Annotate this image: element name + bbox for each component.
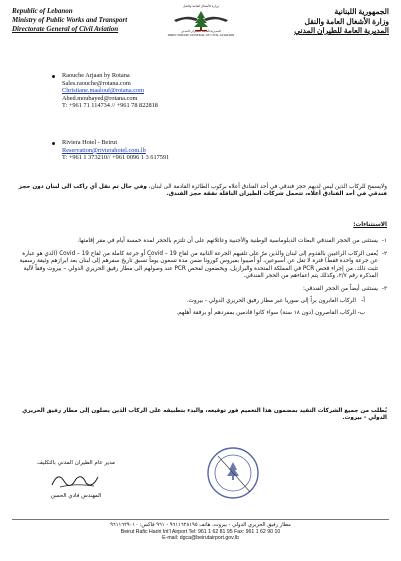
header-en-line2: Ministry of Public Works and Transport xyxy=(12,16,128,24)
header-en-line3: Directorate General of Civil Aviation xyxy=(12,25,119,33)
hotel-line: Sales.raouche@rotana.com xyxy=(62,79,131,87)
hotel-phone: T: +961 71 114734 // +961 78 822818 xyxy=(62,102,158,110)
stamp-seal-icon xyxy=(206,446,260,500)
footer-arabic: مطار رفيق الحريري الدولي - بيروت، هاتف ٩٦١١٦٢٨١٩٥ - ٩٦١ فاكس: ٩٦١١٦٢٩٠١٠ xyxy=(110,522,291,528)
item-text: يُعفى الركاب الراغبين بالقدوم إلى لبنان والذين مرّ على تلقيهم الجرعة الثانية من لقاح Covid – 19 أو جرعة كاملة من لقاح Covid – 19 (الذي هو عبارة عن جرعة واحدة فقط) فترة لا تقل عن أسبوعين، أو أصيبوا بفيروس كورونا ضمن مدة تسعون يوماً تسبق تاريخ سفرهم إلى لبنان بعد ابرازهم وثيقة رسمية تثبت ذلك، من إجراء فحص PCR في المملكة المتحدة والبرازيل، ويخضعون لفحص PCR عند وصولهم الى مطار رفيق الحريري الدولي – بيروت وفقاً لآلية المذكرة رقم ٢/٧، وكذلك يتم اعفاءهم من الحجر الفندقي. xyxy=(19,251,378,279)
exceptions-title: الاستثناءات: xyxy=(353,222,387,228)
hotel-riviera xyxy=(62,139,302,162)
page-footer xyxy=(0,522,401,542)
list-item xyxy=(17,238,387,245)
logo-english: DIRECTORATE GENERAL OF CIVIL AVIATION xyxy=(167,33,235,37)
header-english xyxy=(12,7,162,34)
footer-divider xyxy=(12,519,389,520)
sub-item xyxy=(17,310,365,317)
header-arabic xyxy=(239,7,389,36)
sub-item xyxy=(17,298,365,305)
hotel-line: Abed.moubayed@rotana.com xyxy=(62,94,138,102)
signatory-name: المهندس فادي الحسن xyxy=(50,493,102,499)
footer-email: E-mail: dgca@beirutairport.gov.lb xyxy=(162,535,239,541)
header-ar-line1: الجمهورية اللبنانية xyxy=(334,7,389,16)
header-ar-line3: المديرية العامة للطيران المدني xyxy=(294,26,389,35)
footer-english: Beirut Rafic Hariri Int'l Airport Tel: 961 1 62 81 95 Fax: 961 1 62 90 10 xyxy=(120,528,281,535)
intro-bold: وفي حال تم نقل أي راكب الى لبنان دون حجز فندقي في أحد الفنادق أعلاه، تتحمل شركات الطيران الناقلة نفقة حجز الفندق. xyxy=(18,184,387,198)
sub-item-letter: أ- xyxy=(361,298,365,305)
logo-arabic-bottom: المديرية العامة للطيران المدني xyxy=(180,29,222,33)
logo-arabic-top: وزارة الأشغال العامة والنقل xyxy=(183,4,219,8)
item-number: ٢- xyxy=(381,251,387,258)
hotel-phone: T: +961 1 373210// +961 0096 1 3 617591 xyxy=(62,154,170,162)
list-item xyxy=(17,286,387,293)
hotel-line: Riviera Hotel - Beirut xyxy=(62,139,118,146)
hotel-email-link[interactable]: Reservation@rivierahotel.com.lb xyxy=(62,146,146,154)
header-ar-line2: وزارة الأشغال العامة والنقل xyxy=(304,16,389,26)
hotel-line: Raouche Arjaan by Rotana xyxy=(62,72,130,79)
hotel-raouche xyxy=(62,72,302,110)
signature-title: مدير عام الطيران المدني بالتكليف xyxy=(37,460,115,466)
item-number: ١- xyxy=(381,238,387,244)
hotel-email-link[interactable]: Christiane.maalouf@rotana.com xyxy=(62,87,145,95)
list-item xyxy=(17,251,387,280)
exceptions-list xyxy=(17,238,387,321)
signature-block xyxy=(36,460,116,500)
intro-normal: ولايسمح للركاب الذين ليس لديهم حجز فندقي في أحد الفنادق أعلاه بركوب الطائرة القادمة الى لبنان، xyxy=(148,184,387,190)
bullet-icon xyxy=(52,75,55,78)
item-text: يستثنى من الحجر الفندقي البعثات الدبلوماسية الوطنية والأجنبية وعائلاتهم على أن تلتزم بالحجر لمدة خمسة أيام في مقر إقامتها. xyxy=(77,238,378,244)
dgca-logo xyxy=(167,4,235,38)
intro-paragraph xyxy=(17,184,387,198)
bullet-icon xyxy=(52,142,55,145)
handwritten-signature xyxy=(46,469,106,491)
sub-item-text: الركاب العابرون براً إلى سوريا عبر مطار رفيق الحريري الدولي - بيروت. xyxy=(186,298,356,305)
official-stamp xyxy=(206,446,260,500)
item-text: يستثنى أيضاً من الحجر الفندقي: xyxy=(302,286,378,293)
sub-item-text: الركاب القاصرون (دون ١٨ سنة) سواء كانوا قادمين بمفردهم أو برفقة أهلهم. xyxy=(176,310,356,317)
item-number: ٣- xyxy=(381,286,387,293)
sub-item-letter: ب- xyxy=(357,310,365,317)
closing-instruction: يُطلب من جميع الشركات التقيد بمضمون هذا التعميم فور توقيعه، والبدء بتطبيقه على الركاب الذين يصلون إلى مطار رفيق الحريري الدولي - بيروت. xyxy=(22,408,387,422)
header-en-line1: Republic of Lebanon xyxy=(12,7,73,15)
